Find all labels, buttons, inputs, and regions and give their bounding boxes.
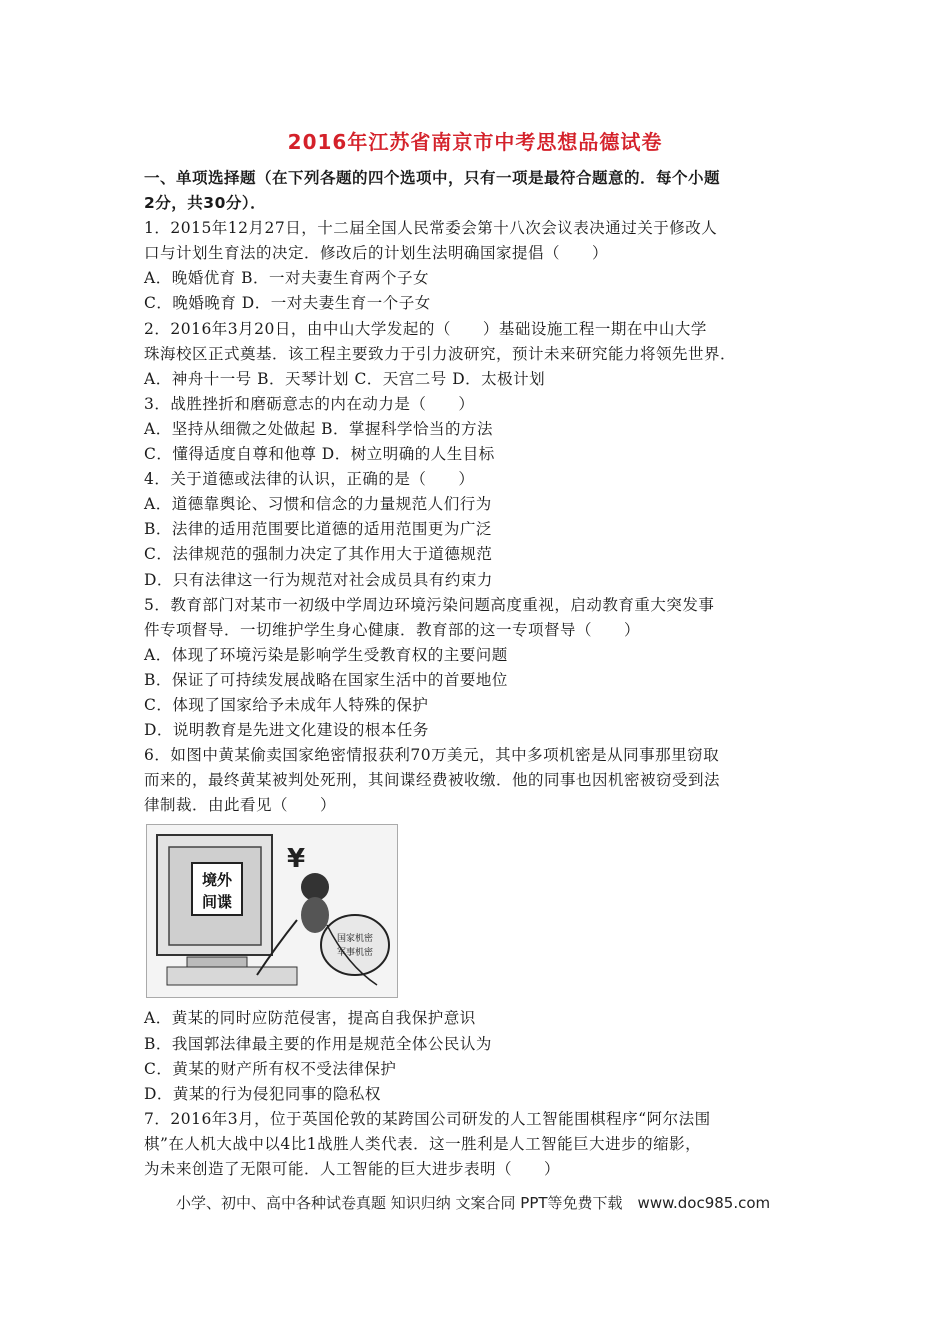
exam-content [144,166,820,1182]
text-line: 2．2016年3月20日，由中山大学发起的（ ）基础设施工程一期在中山大学 [144,319,707,338]
text-line: A．黄某的同时应防范侵害，提高自我保护意识 [144,1009,476,1028]
text-line: C．懂得适度自尊和他尊 D．树立明确的人生目标 [144,445,495,464]
text-line: 5．教育部门对某市一初级中学周边环境污染问题高度重视，启动教育重大突发事 [144,595,715,614]
bag-text-2: 军事机密 [336,948,374,959]
screen-text-1: 境外 [201,871,233,890]
text-line: D．只有法律这一行为规范对社会成员具有约束力 [144,570,493,589]
footer-advert: 小学、初中、高中各种试卷真题 知识归纳 文案合同 PPT等免费下载 www.doc985.com [176,1194,771,1212]
text-line: 1．2015年12月27日，十二届全国人民常委会第十八次会议表决通过关于修改人 [144,219,718,238]
text-line: D．黄某的行为侵犯同事的隐私权 [144,1084,381,1103]
text-line: C．法律规范的强制力决定了其作用大于道德规范 [144,545,493,564]
yen-symbol: ¥ [287,844,306,875]
text-line: C．黄某的财产所有权不受法律保护 [144,1059,397,1078]
text-line: B．保证了可持续发展战略在国家生活中的首要地位 [144,670,508,689]
exam-title: 2016年江苏省南京市中考思想品德试卷 [287,130,663,154]
text-line: 3．战胜挫折和磨砺意志的内在动力是（ ） [144,394,475,413]
screen-text-2: 间谍 [201,893,233,912]
text-line: B．法律的适用范围要比道德的适用范围更为广泛 [144,520,492,539]
text-line: 件专项督导．一切维护学生身心健康．教育部的这一专项督导（ ） [144,620,641,639]
text-line: 口与计划生育法的决定．修改后的计划生法明确国家提倡（ ） [144,244,609,263]
text-line: 6．如图中黄某偷卖国家绝密情报获利70万美元，其中多项机密是从同事那里窃取 [144,746,720,765]
text-line: 一、单项选择题（在下列各题的四个选项中，只有一项是最符合题意的．每个小题 [144,169,721,187]
text-line: 棋”在人机大战中以4比1战胜人类代表．这一胜利是人工智能巨大进步的缩影， [144,1134,702,1153]
text-line: A．神舟十一号 B．天琴计划 C．天宫二号 D．太极计划 [144,369,546,388]
text-line: 2分，共30分）． [144,194,267,213]
text-line: A．体现了环境污染是影响学生受教育权的主要问题 [144,645,508,664]
text-line: C．体现了国家给予未成年人特殊的保护 [144,695,429,714]
spy-cartoon-figure [146,824,398,998]
question-block-bottom [144,1006,820,1182]
question-block-top [144,166,820,818]
text-line: 7．2016年3月，位于英国伦敦的某跨国公司研发的人工智能围棋程序“阿尔法围 [144,1109,711,1128]
text-line: 为未来创造了无限可能．人工智能的巨大进步表明（ ） [144,1160,561,1178]
text-line: 4．关于道德或法律的认识，正确的是（ ） [144,470,475,489]
text-line: D．说明教育是先进文化建设的根本任务 [144,721,429,740]
text-line: 律制裁．由此看见（ ） [144,796,337,815]
text-line: 珠海校区正式奠基．该工程主要致力于引力波研究，预计未来研究能力将领先世界． [144,344,737,363]
spy-cartoon-illustration [147,825,397,997]
bag-text-1: 国家机密 [336,934,374,945]
text-line: C．晚婚晚育 D．一对夫妻生育一个子女 [144,294,431,313]
text-line: B．我国郭法律最主要的作用是规范全体公民认为 [144,1034,492,1053]
text-line: A．坚持从细微之处做起 B．掌握科学恰当的方法 [144,419,494,438]
text-line: A．晚婚优育 B．一对夫妻生育两个子女 [144,269,430,288]
text-line: 而来的，最终黄某被判处死刑，其间谍经费被收缴．他的同事也因机密被窃受到法 [144,771,721,790]
text-line: A．道德靠舆论、习惯和信念的力量规范人们行为 [144,495,492,514]
